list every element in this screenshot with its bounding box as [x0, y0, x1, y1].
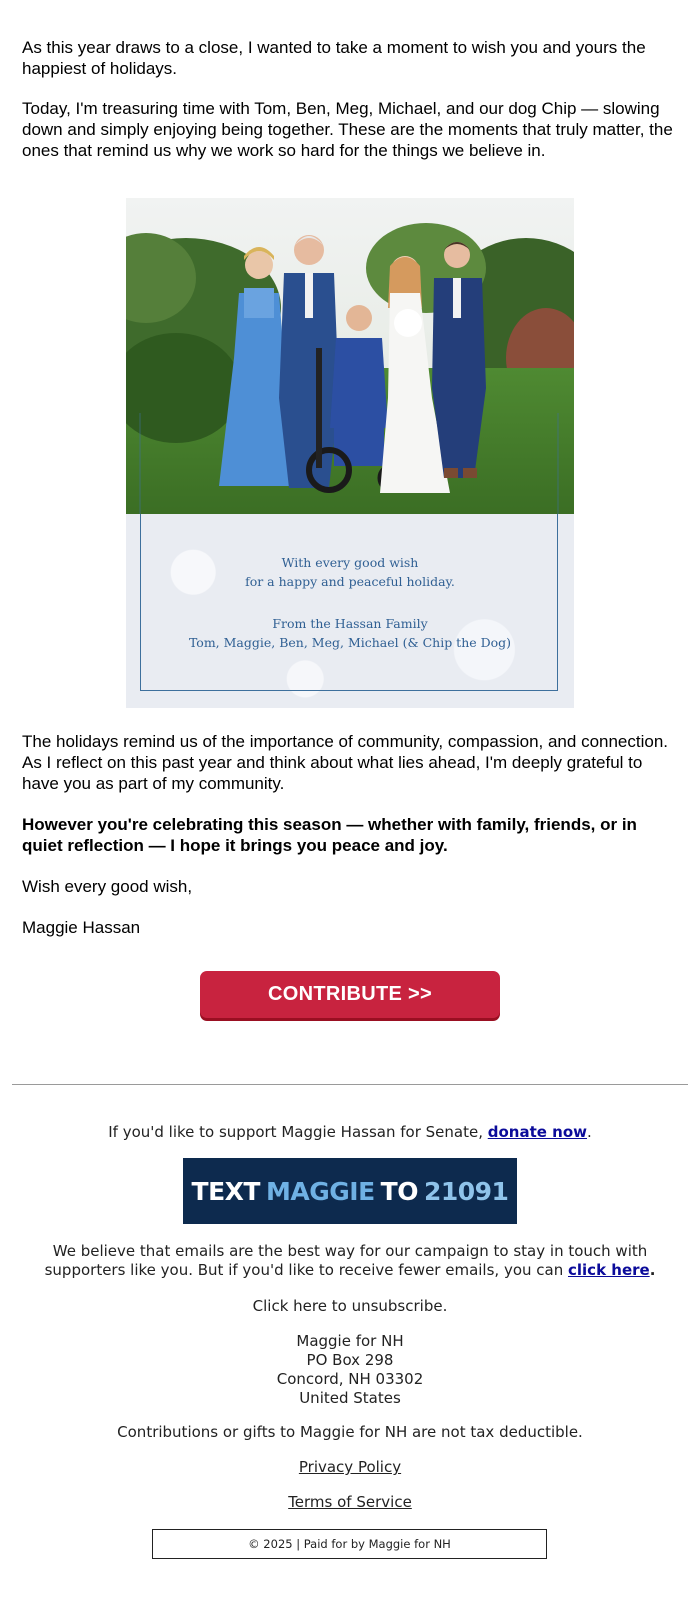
paid-for-disclaimer: © 2025 | Paid for by Maggie for NH [152, 1529, 547, 1559]
fewer-emails-line [0, 1242, 700, 1280]
privacy-policy-row [0, 1458, 700, 1477]
address-line: Concord, NH 03302 [276, 1370, 424, 1388]
unsubscribe-link[interactable]: Click here to unsubscribe. [252, 1297, 448, 1315]
address-line: Maggie for NH [296, 1332, 404, 1350]
fewer-emails-link[interactable]: click here [568, 1261, 650, 1279]
letter-paragraph-1: As this year draws to a close, I wanted to take a moment to wish you and yours the happiest of holidays. [22, 38, 646, 78]
card-line-4: Tom, Maggie, Ben, Meg, Michael (& Chip the Dog) [188, 635, 512, 650]
card-line-3: From the Hassan Family [272, 616, 428, 631]
text-to-donate-banner[interactable] [183, 1158, 517, 1224]
mailing-address [0, 1332, 700, 1408]
letter-paragraph-4: However you're celebrating this season — whether with family, friends, or in quiet reflection — I hope it brings you peace and joy. [22, 815, 637, 855]
address-line: PO Box 298 [306, 1351, 394, 1369]
tax-disclaimer: Contributions or gifts to Maggie for NH are not tax deductible. [117, 1423, 583, 1441]
footer-divider [12, 1084, 688, 1085]
letter-paragraph-3: The holidays remind us of the importance of community, compassion, and connection. As I reflect on this past year and think about what lies ahead, I'm deeply grateful to have you as part of my community. [22, 732, 669, 793]
letter-paragraph-2: Today, I'm treasuring time with Tom, Ben, Meg, Michael, and our dog Chip — slowing down and simply enjoying being together. These are the moments that truly matter, the ones that remind us why we work so hard for the things we believe in. [22, 99, 673, 160]
fewer-emails-text: We believe that emails are the best way for our campaign to stay in touch with supporters like you. But if you'd like to receive fewer emails, you can [44, 1242, 648, 1279]
banner-shortcode: 21091 [423, 1176, 509, 1206]
fewer-emails-suffix: . [649, 1261, 656, 1279]
letter-signature: Maggie Hassan [22, 918, 141, 937]
terms-of-service-link[interactable]: Terms of Service [288, 1493, 412, 1511]
contribute-button[interactable]: CONTRIBUTE >> [200, 971, 500, 1018]
card-line-2: for a happy and peaceful holiday. [245, 574, 455, 589]
terms-of-service-row [0, 1493, 700, 1512]
donate-now-link[interactable]: donate now [487, 1123, 587, 1141]
family-photo [126, 198, 574, 514]
support-suffix: . [587, 1123, 592, 1141]
letter-closing: Wish every good wish, [22, 877, 193, 896]
banner-to-word: TO [380, 1176, 418, 1206]
card-line-1: With every good wish [281, 555, 419, 570]
address-line: United States [299, 1389, 401, 1407]
support-line [0, 1123, 700, 1142]
banner-text-word: TEXT [191, 1176, 260, 1206]
support-prefix: If you'd like to support Maggie Hassan for Senate, [108, 1123, 488, 1141]
card-frame [140, 514, 558, 691]
banner-keyword: MAGGIE [266, 1176, 375, 1206]
privacy-policy-link[interactable]: Privacy Policy [298, 1458, 402, 1476]
